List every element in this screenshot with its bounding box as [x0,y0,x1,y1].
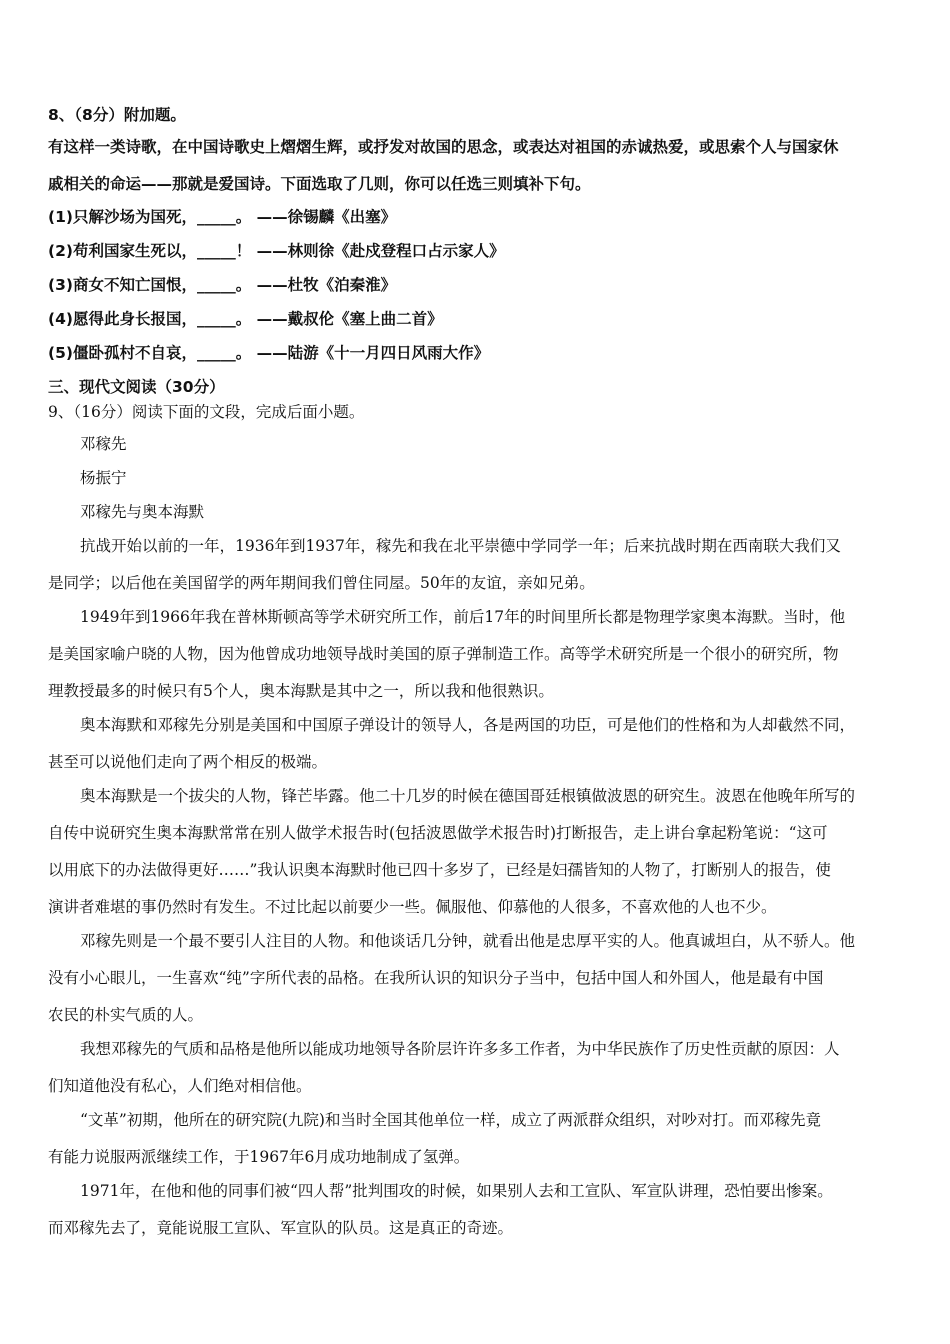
paragraph-line: 奥本海默是一个拔尖的人物，锋芒毕露。他二十几岁的时候在德国哥廷根镇做波恩的研究生。波恩在他晚年所写的 [80,787,856,805]
article-title: 邓稼先 [80,435,127,453]
q9-title: 9、（16分）阅读下面的文段，完成后面小题。 [48,403,365,421]
q8-title: 8、（8分）附加题。 [48,106,186,124]
paragraph-line: 我想邓稼先的气质和品格是他所以能成功地领导各阶层许许多多工作者，为中华民族作了历史性贡献的原因：人 [80,1040,840,1058]
paragraph-line: 是同学；以后他在美国留学的两年期间我们曾住同屋。50年的友谊，亲如兄弟。 [48,574,595,592]
section-3-title: 三、现代文阅读（30分） [48,378,225,396]
paragraph-line: 抗战开始以前的一年，1936年到1937年，稼先和我在北平崇德中学同学一年；后来抗战时期在西南联大我们又 [80,537,841,555]
paragraph-line: 自传中说研究生奥本海默常常在别人做学术报告时(包括波恩做学术报告时)打断报告，走上讲台拿起粉笔说：“这可 [48,824,828,842]
paragraph-line: 理教授最多的时候只有5个人，奥本海默是其中之一，所以我和他很熟识。 [48,682,554,700]
paragraph-line: 奥本海默和邓稼先分别是美国和中国原子弹设计的领导人，各是两国的功臣，可是他们的性格和为人却截然不同， [80,716,856,734]
answer-blank[interactable]: _____ [196,344,236,362]
paragraph-line: 农民的朴实气质的人。 [48,1006,204,1024]
paragraph-line: 而邓稼先去了，竟能说服工宣队、军宣队的队员。这是真正的奇迹。 [48,1219,514,1237]
answer-blank[interactable]: _____ [196,310,236,328]
answer-blank[interactable]: _____ [196,276,236,294]
paragraph-line: 1949年到1966年我在普林斯顿高等学术研究所工作，前后17年的时间里所长都是物理学家奥本海默。当时，他 [80,608,846,626]
article-subheading: 邓稼先与奥本海默 [80,503,205,521]
q8-item-2: (2)苟利国家生死以，_____！ ——林则徐《赴戍登程口占示家人》 [48,242,505,260]
paragraph-line: 邓稼先则是一个最不要引人注目的人物。和他谈话几分钟，就看出他是忠厚平实的人。他真诚坦白，从不骄人。他 [80,932,856,950]
paragraph-line: 1971年，在他和他的同事们被“四人帮”批判围攻的时候，如果别人去和工宣队、军宣队讲理，恐怕要出惨案。 [80,1182,833,1200]
paragraph-line: 以用底下的办法做得更好……”我认识奥本海默时他已四十多岁了，已经是妇孺皆知的人物了，打断别人的报告，使 [48,861,831,879]
paragraph-line: 有能力说服两派继续工作，于1967年6月成功地制成了氢弹。 [48,1148,470,1166]
paragraph-line: 们知道他没有私心，人们绝对相信他。 [48,1077,312,1095]
q8-item-1: (1)只解沙场为国死，_____。 ——徐锡麟《出塞》 [48,208,397,226]
paragraph-line: 是美国家喻户晓的人物，因为他曾成功地领导战时美国的原子弹制造工作。高等学术研究所是一个很小的研究所，物 [48,645,839,663]
paragraph-line: 甚至可以说他们走向了两个相反的极端。 [48,753,328,771]
article-author: 杨振宁 [80,469,127,487]
q8-item-3: (3)商女不知亡国恨，_____。 ——杜牧《泊秦淮》 [48,276,397,294]
q8-intro-line-2: 戚相关的命运——那就是爱国诗。下面选取了几则，你可以任选三则填补下句。 [48,175,591,193]
q8-item-4: (4)愿得此身长报国，_____。 ——戴叔伦《塞上曲二首》 [48,310,443,328]
q8-intro-line-1: 有这样一类诗歌，在中国诗歌史上熠熠生辉，或抒发对故国的思念，或表达对祖国的赤诚热爱，或思索个人与国家休 [48,138,839,156]
paragraph-line: 演讲者难堪的事仍然时有发生。不过比起以前要少一些。佩服他、仰慕他的人很多，不喜欢他的人也不少。 [48,898,777,916]
answer-blank[interactable]: _____ [196,208,236,226]
answer-blank[interactable]: _____ [196,242,236,260]
paragraph-line: 没有小心眼儿，一生喜欢“纯”字所代表的品格。在我所认识的知识分子当中，包括中国人和外国人，他是最有中国 [48,969,824,987]
q8-item-5: (5)僵卧孤村不自哀，_____。 ——陆游《十一月四日风雨大作》 [48,344,490,362]
paragraph-line: “文革”初期，他所在的研究院(九院)和当时全国其他单位一样，成立了两派群众组织，对吵对打。而邓稼先竟 [80,1111,821,1129]
